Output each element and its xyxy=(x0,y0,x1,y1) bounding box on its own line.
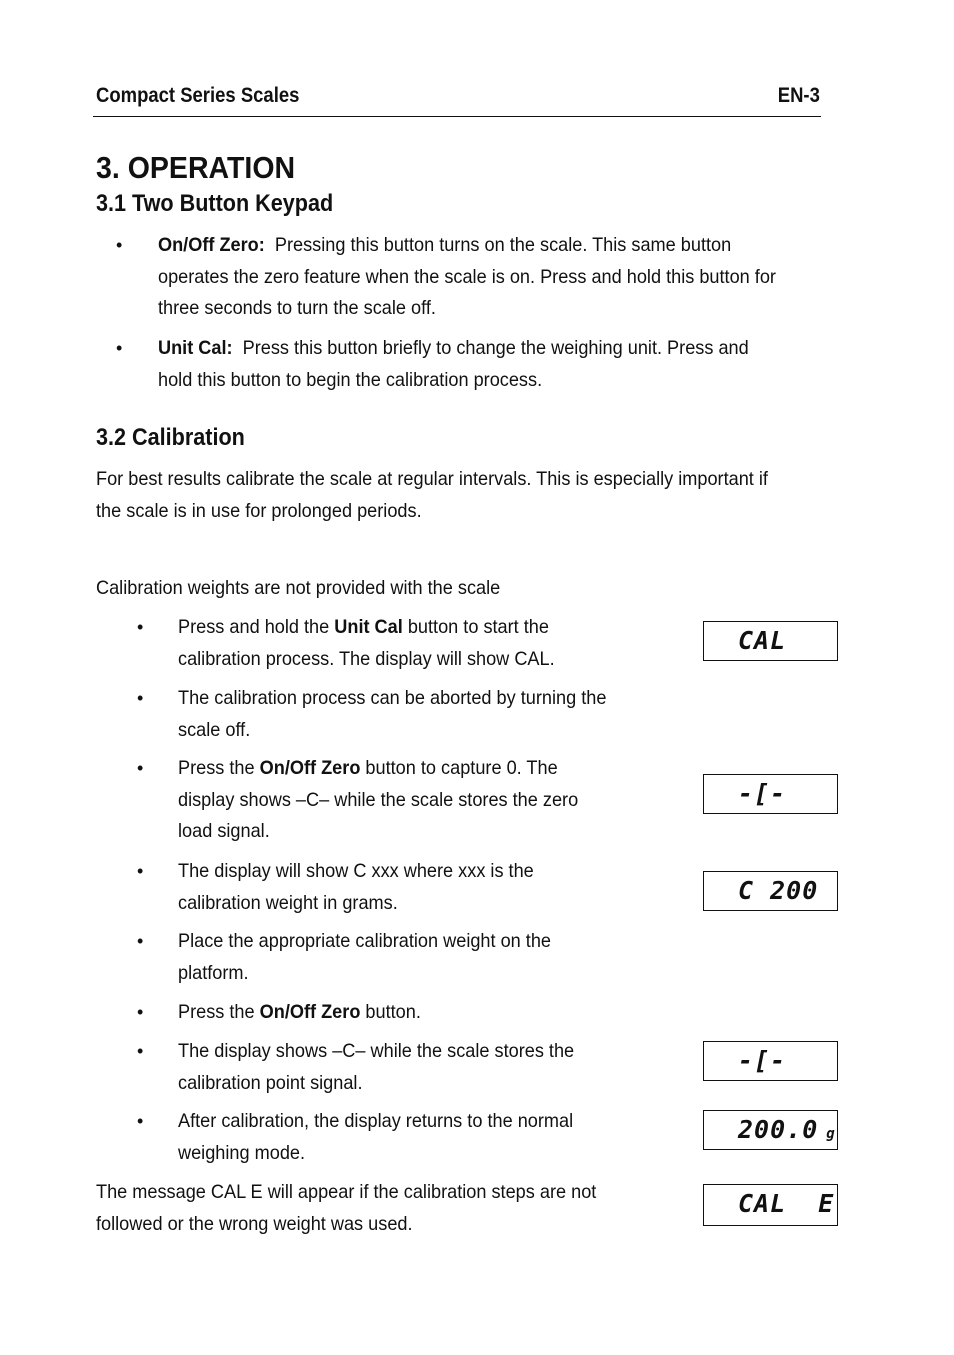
bullet-icon: • xyxy=(137,1002,144,1022)
step-6: Press the On/Off Zero button. xyxy=(178,1001,421,1023)
unit-indicator: g xyxy=(826,1126,836,1142)
running-header-title: Compact Series Scales xyxy=(96,84,300,107)
step-3: Press the On/Off Zero button to capture 0. The display shows –C– while the scale stores the zero load signal. xyxy=(178,757,579,842)
lcd-display-c200: C 200 xyxy=(703,871,838,911)
header-rule xyxy=(93,116,821,117)
keypad-heading: 3.1 Two Button Keypad xyxy=(96,190,334,217)
step-5: Place the appropriate calibration weight on the platform. xyxy=(178,930,552,984)
bullet-icon: • xyxy=(116,235,123,255)
bullet-icon: • xyxy=(137,688,144,708)
keypad-item-unitcal: Unit Cal: Press this button briefly to change the weighing unit. Press and hold this button to begin the calibration process. xyxy=(158,337,749,391)
lcd-display-cal: CAL xyxy=(703,621,838,661)
lcd-display-dash-c: -[- xyxy=(703,774,838,814)
bullet-icon: • xyxy=(137,931,144,951)
lcd-display-dash-c-2: -[- xyxy=(703,1041,838,1081)
keypad-term-onoff: On/Off Zero: xyxy=(158,234,265,256)
bullet-icon: • xyxy=(137,758,144,778)
bullet-icon: • xyxy=(116,338,123,358)
step-1: Press and hold the Unit Cal button to start the calibration process. The display will show CAL. xyxy=(178,616,555,670)
keypad-item-onoff: On/Off Zero: Pressing this button turns on the scale. This same button operates the zero feature when the scale is on. Press and hold this button for three seconds to turn the scale off. xyxy=(158,234,776,319)
calibration-note: Calibration weights are not provided with the scale xyxy=(96,577,501,599)
lcd-display-cal-e: CAL E xyxy=(703,1184,838,1226)
page-number: EN-3 xyxy=(777,84,820,107)
step-2: The calibration process can be aborted by turning the scale off. xyxy=(178,687,607,741)
keypad-term-unitcal: Unit Cal: xyxy=(158,337,233,359)
bullet-icon: • xyxy=(137,1041,144,1061)
calibration-intro: For best results calibrate the scale at regular intervals. This is especially important if the scale is in use for prolonged periods. xyxy=(96,468,768,522)
bullet-icon: • xyxy=(137,1111,144,1131)
step-4: The display will show C xxx where xxx is the calibration weight in grams. xyxy=(178,860,534,914)
step-8: After calibration, the display returns to the normal weighing mode. xyxy=(178,1110,574,1164)
calibration-closing: The message CAL E will appear if the calibration steps are not followed or the wrong weight was used. xyxy=(96,1181,597,1235)
section-title: 3. OPERATION xyxy=(96,150,296,185)
bullet-icon: • xyxy=(137,861,144,881)
lcd-display-weight: 200.0 g xyxy=(703,1110,838,1150)
step-7: The display shows –C– while the scale stores the calibration point signal. xyxy=(178,1040,575,1094)
calibration-heading: 3.2 Calibration xyxy=(96,424,245,451)
bullet-icon: • xyxy=(137,617,144,637)
